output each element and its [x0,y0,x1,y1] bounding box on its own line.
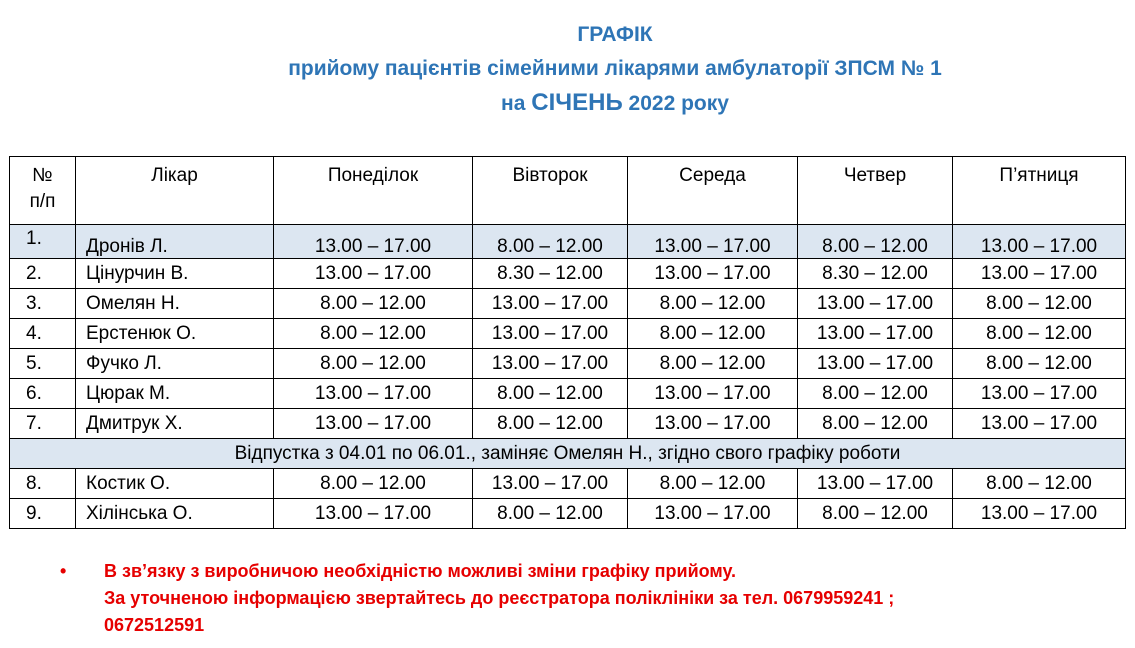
monday-hours: 8.00 – 12.00 [274,469,473,499]
row-number: 6. [10,379,76,409]
document-period [0,86,1135,121]
monday-hours: 8.00 – 12.00 [274,289,473,319]
friday-hours: 8.00 – 12.00 [953,469,1126,499]
friday-hours: 13.00 – 17.00 [953,499,1126,529]
table-row [10,289,1126,319]
friday-hours: 8.00 – 12.00 [953,319,1126,349]
thursday-hours: 13.00 – 17.00 [798,469,953,499]
thursday-hours: 13.00 – 17.00 [798,349,953,379]
col-header-tuesday: Вівторок [473,157,628,225]
tuesday-hours: 8.00 – 12.00 [473,499,628,529]
doctor-name: Костик О. [76,469,274,499]
wednesday-hours: 8.00 – 12.00 [628,319,798,349]
monday-hours: 13.00 – 17.00 [274,379,473,409]
period-prefix: на [501,92,532,115]
tuesday-hours: 8.30 – 12.00 [473,259,628,289]
col-header-monday: Понеділок [274,157,473,225]
thursday-hours: 8.00 – 12.00 [798,409,953,439]
col-header-doctor: Лікар [76,157,274,225]
wednesday-hours: 13.00 – 17.00 [628,499,798,529]
table-row [10,379,1126,409]
monday-hours: 13.00 – 17.00 [274,499,473,529]
doctor-name: Хілінська О. [76,499,274,529]
monday-hours: 13.00 – 17.00 [274,259,473,289]
row-number: 8. [10,469,76,499]
row-number: 4. [10,319,76,349]
doctor-name: Цюрак М. [76,379,274,409]
col-header-thursday: Четвер [798,157,953,225]
table-row [10,469,1126,499]
thursday-hours: 13.00 – 17.00 [798,319,953,349]
notes-line-2: За уточненою інформацією звертайтесь до реєстратора поліклініки за тел. 0679959241 ; [104,588,895,608]
period-month: СІЧЕНЬ [531,89,623,116]
friday-hours: 13.00 – 17.00 [953,409,1126,439]
row-number: 1. [10,225,76,259]
friday-hours: 13.00 – 17.00 [953,259,1126,289]
schedule-table [9,156,1126,529]
period-suffix: 2022 року [622,92,729,115]
row-number: 9. [10,499,76,529]
doctor-name: Цінурчин В. [76,259,274,289]
table-row [10,319,1126,349]
col-header-friday: П’ятниця [953,157,1126,225]
monday-hours: 8.00 – 12.00 [274,319,473,349]
doctor-name: Ерстенюк О. [76,319,274,349]
doctor-name: Фучко Л. [76,349,274,379]
table-header-row [10,157,1126,225]
col-header-wednesday: Середа [628,157,798,225]
document-title: ГРАФІК [577,23,653,46]
friday-hours: 8.00 – 12.00 [953,289,1126,319]
thursday-hours: 13.00 – 17.00 [798,289,953,319]
doctor-name: Дмитрук Х. [76,409,274,439]
friday-hours: 13.00 – 17.00 [953,379,1126,409]
row-number: 7. [10,409,76,439]
thursday-hours: 8.30 – 12.00 [798,259,953,289]
vacation-note: Відпустка з 04.01 по 06.01., заміняє Омелян Н., згідно свого графіку роботи [10,439,1126,469]
friday-hours: 13.00 – 17.00 [953,225,1126,259]
wednesday-hours: 8.00 – 12.00 [628,289,798,319]
wednesday-hours: 13.00 – 17.00 [628,379,798,409]
thursday-hours: 8.00 – 12.00 [798,225,953,259]
row-number: 2. [10,259,76,289]
table-row [10,499,1126,529]
table-row [10,409,1126,439]
row-number: 3. [10,289,76,319]
tuesday-hours: 13.00 – 17.00 [473,469,628,499]
tuesday-hours: 8.00 – 12.00 [473,379,628,409]
wednesday-hours: 8.00 – 12.00 [628,469,798,499]
tuesday-hours: 8.00 – 12.00 [473,225,628,259]
bullet-icon: • [60,561,67,581]
wednesday-hours: 13.00 – 17.00 [628,259,798,289]
row-number: 5. [10,349,76,379]
table-row [10,259,1126,289]
vacation-note-row [10,439,1126,469]
col-header-num: № п/п [10,157,76,225]
notes-line-3: 0672512591 [104,615,205,635]
wednesday-hours: 8.00 – 12.00 [628,349,798,379]
notes-line-1: В зв’язку з виробничою необхідністю можливі зміни графіку прийому. [104,561,736,581]
table-row [10,225,1126,259]
wednesday-hours: 13.00 – 17.00 [628,225,798,259]
document-subtitle: прийому пацієнтів сімейними лікарями амбулаторії ЗПСМ № 1 [288,57,942,80]
monday-hours: 8.00 – 12.00 [274,349,473,379]
notes-text [104,558,1084,639]
monday-hours: 13.00 – 17.00 [274,225,473,259]
tuesday-hours: 13.00 – 17.00 [473,289,628,319]
thursday-hours: 8.00 – 12.00 [798,379,953,409]
tuesday-hours: 13.00 – 17.00 [473,349,628,379]
doctor-name: Омелян Н. [76,289,274,319]
table-row [10,349,1126,379]
monday-hours: 13.00 – 17.00 [274,409,473,439]
thursday-hours: 8.00 – 12.00 [798,499,953,529]
tuesday-hours: 8.00 – 12.00 [473,409,628,439]
document-header [0,18,1135,121]
wednesday-hours: 13.00 – 17.00 [628,409,798,439]
doctor-name: Дронів Л. [76,225,274,259]
tuesday-hours: 13.00 – 17.00 [473,319,628,349]
friday-hours: 8.00 – 12.00 [953,349,1126,379]
